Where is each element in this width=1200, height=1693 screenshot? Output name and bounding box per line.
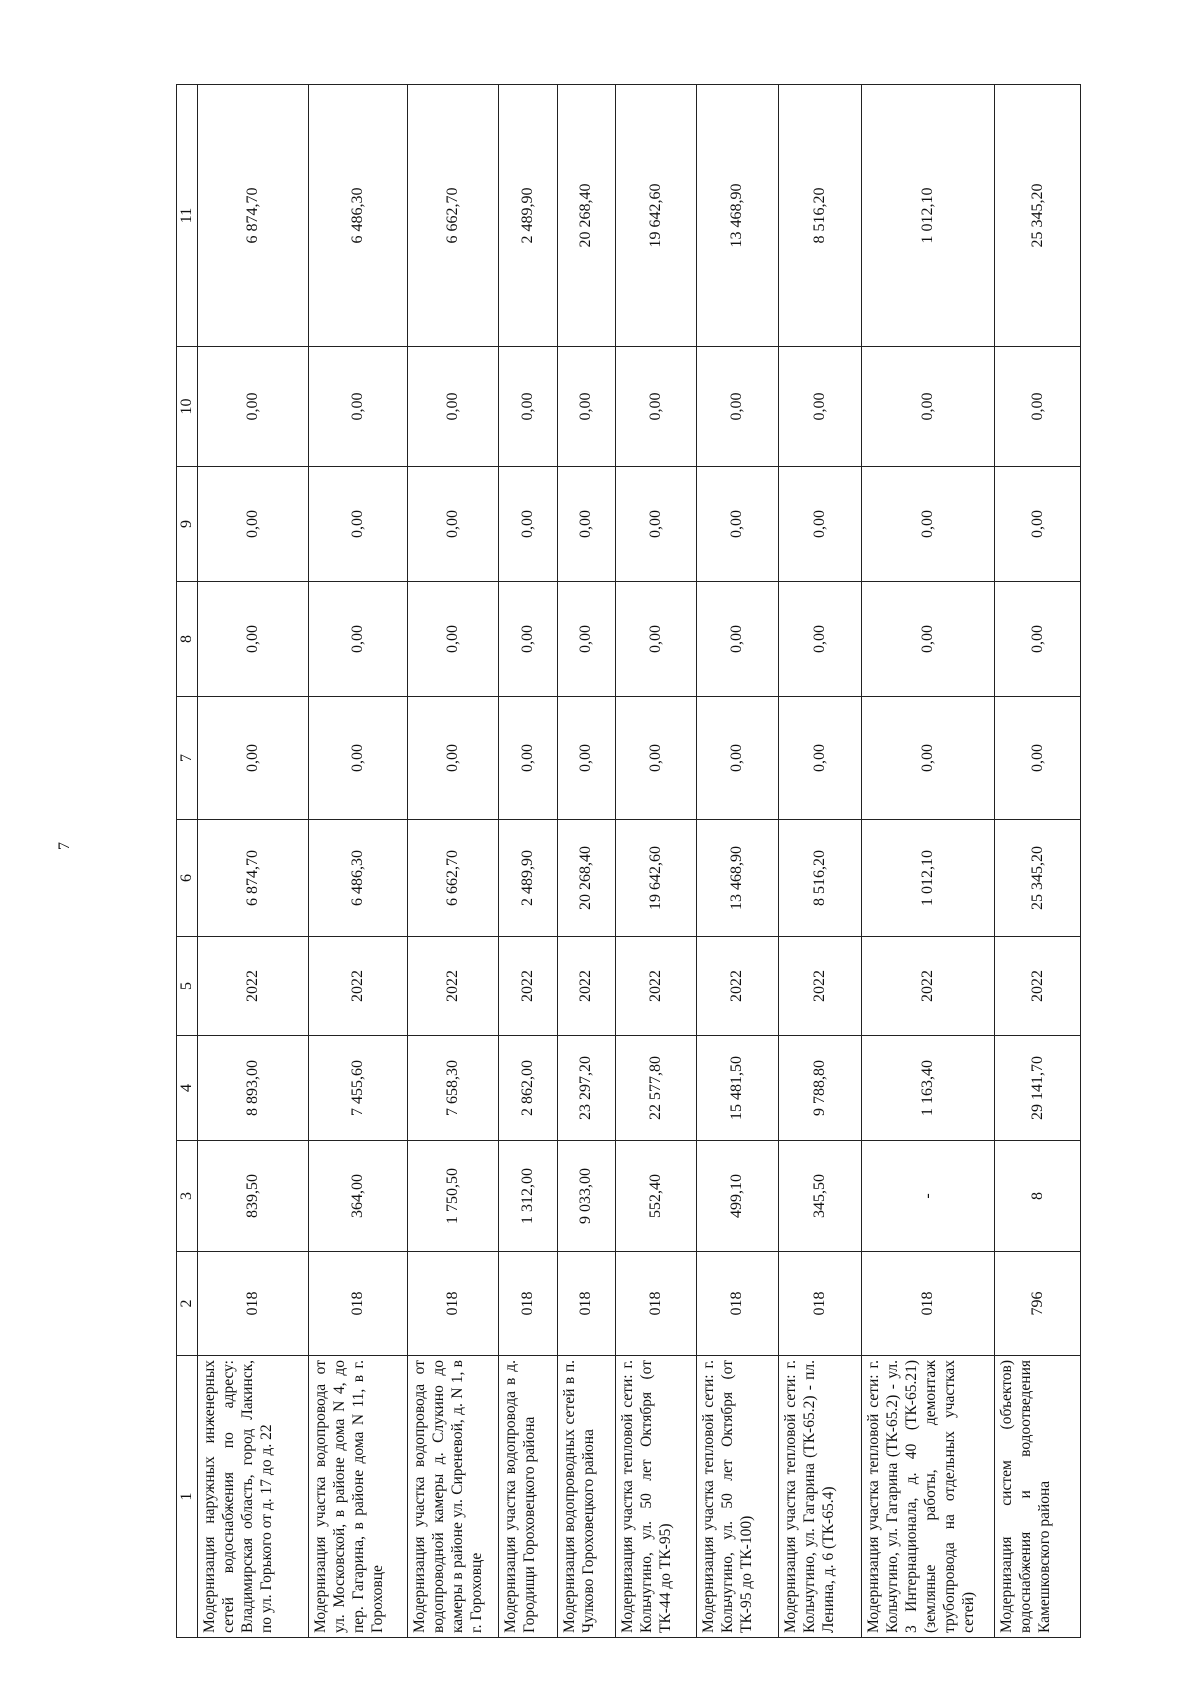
cell-col-2: 018 (616, 1252, 697, 1356)
column-header: 8 (177, 582, 198, 697)
cell-col-11: 6 874,70 (198, 85, 309, 347)
cell-col-4: 7 658,30 (407, 1036, 499, 1141)
cell-col-7: 0,00 (557, 697, 615, 820)
cell-col-9: 0,00 (616, 467, 697, 582)
cell-col-9: 0,00 (557, 467, 615, 582)
cell-col-8: 0,00 (198, 582, 309, 697)
row-description: Модернизация участка тепловой сети: г. Кольчугино, ул. Гагарина (ТК-65.2) - ул. 3 Интернационала, д. 40 (ТК-65.21) (земляные работы, демонтаж трубопровода на отдельных участках сетей) (862, 1356, 995, 1638)
cell-col-8: 0,00 (499, 582, 557, 697)
cell-col-10: 0,00 (308, 347, 407, 467)
row-description: Модернизация наружных инженерных сетей водоснабжения по адресу: Владимирская область, город Лакинск, по ул. Горького от д. 17 до д. 22 (198, 1356, 309, 1638)
cell-col-4: 23 297,20 (557, 1036, 615, 1141)
cell-col-7: 0,00 (407, 697, 499, 820)
column-header: 9 (177, 467, 198, 582)
cell-col-2: 018 (499, 1252, 557, 1356)
cell-col-4: 2 862,00 (499, 1036, 557, 1141)
cell-col-4: 22 577,80 (616, 1036, 697, 1141)
cell-col-3: 839,50 (198, 1141, 309, 1252)
table-row (407, 85, 499, 1638)
cell-col-6: 25 345,20 (995, 820, 1081, 937)
cell-col-11: 13 468,90 (697, 85, 778, 347)
cell-col-5: 2022 (995, 937, 1081, 1036)
cell-col-11: 20 268,40 (557, 85, 615, 347)
column-header: 7 (177, 697, 198, 820)
cell-col-7: 0,00 (499, 697, 557, 820)
cell-col-3: 8 (995, 1141, 1081, 1252)
column-header: 10 (177, 347, 198, 467)
cell-col-2: 018 (862, 1252, 995, 1356)
cell-col-9: 0,00 (198, 467, 309, 582)
cell-col-3: 364,00 (308, 1141, 407, 1252)
cell-col-6: 6 486,30 (308, 820, 407, 937)
table-body (198, 85, 1081, 1638)
cell-col-8: 0,00 (557, 582, 615, 697)
cell-col-4: 1 163,40 (862, 1036, 995, 1141)
row-description: Модернизация участка водопровода от водопроводной камеры д. Слукино до камеры в районе ул. Сиреневой, д. N 1, в г. Гороховце (407, 1356, 499, 1638)
cell-col-6: 2 489,90 (499, 820, 557, 937)
cell-col-2: 018 (557, 1252, 615, 1356)
cell-col-10: 0,00 (407, 347, 499, 467)
table-row (778, 85, 861, 1638)
cell-col-5: 2022 (499, 937, 557, 1036)
data-table (176, 84, 1081, 1638)
cell-col-11: 25 345,20 (995, 85, 1081, 347)
cell-col-10: 0,00 (198, 347, 309, 467)
header-row (177, 85, 198, 1638)
cell-col-8: 0,00 (995, 582, 1081, 697)
cell-col-6: 20 268,40 (557, 820, 615, 937)
cell-col-3: - (862, 1141, 995, 1252)
cell-col-3: 1 750,50 (407, 1141, 499, 1252)
cell-col-8: 0,00 (697, 582, 778, 697)
cell-col-3: 499,10 (697, 1141, 778, 1252)
cell-col-7: 0,00 (616, 697, 697, 820)
row-description: Модернизация участка тепловой сети: г. Кольчугино, ул. Гагарина (ТК-65.2) - пл. Ленина, д. 6 (ТК-65.4) (778, 1356, 861, 1638)
cell-col-7: 0,00 (778, 697, 861, 820)
cell-col-5: 2022 (778, 937, 861, 1036)
cell-col-4: 9 788,80 (778, 1036, 861, 1141)
cell-col-6: 8 516,20 (778, 820, 861, 937)
cell-col-11: 2 489,90 (499, 85, 557, 347)
cell-col-10: 0,00 (995, 347, 1081, 467)
cell-col-7: 0,00 (308, 697, 407, 820)
cell-col-7: 0,00 (862, 697, 995, 820)
cell-col-8: 0,00 (308, 582, 407, 697)
cell-col-10: 0,00 (778, 347, 861, 467)
cell-col-2: 018 (308, 1252, 407, 1356)
row-description: Модернизация участка водопровода в д. Городищи Гороховецкого района (499, 1356, 557, 1638)
cell-col-6: 13 468,90 (697, 820, 778, 937)
cell-col-7: 0,00 (697, 697, 778, 820)
cell-col-6: 6 662,70 (407, 820, 499, 937)
table-row (198, 85, 309, 1638)
cell-col-11: 1 012,10 (862, 85, 995, 347)
cell-col-2: 018 (198, 1252, 309, 1356)
cell-col-5: 2022 (616, 937, 697, 1036)
cell-col-4: 8 893,00 (198, 1036, 309, 1141)
cell-col-11: 6 486,30 (308, 85, 407, 347)
cell-col-5: 2022 (198, 937, 309, 1036)
cell-col-8: 0,00 (862, 582, 995, 697)
column-header: 11 (177, 85, 198, 347)
row-description: Модернизация водопроводных сетей в п. Чулково Гороховецкого района (557, 1356, 615, 1638)
cell-col-9: 0,00 (862, 467, 995, 582)
cell-col-9: 0,00 (407, 467, 499, 582)
cell-col-11: 6 662,70 (407, 85, 499, 347)
row-description: Модернизация систем (объектов) водоснабжения и водоотведения Камешковского района (995, 1356, 1081, 1638)
cell-col-5: 2022 (697, 937, 778, 1036)
table-row (697, 85, 778, 1638)
cell-col-10: 0,00 (499, 347, 557, 467)
column-header: 4 (177, 1036, 198, 1141)
cell-col-5: 2022 (308, 937, 407, 1036)
cell-col-10: 0,00 (616, 347, 697, 467)
column-header: 1 (177, 1356, 198, 1638)
cell-col-2: 018 (407, 1252, 499, 1356)
cell-col-2: 018 (778, 1252, 861, 1356)
cell-col-3: 1 312,00 (499, 1141, 557, 1252)
cell-col-2: 018 (697, 1252, 778, 1356)
cell-col-10: 0,00 (697, 347, 778, 467)
table-row (499, 85, 557, 1638)
cell-col-9: 0,00 (995, 467, 1081, 582)
cell-col-3: 9 033,00 (557, 1141, 615, 1252)
cell-col-6: 1 012,10 (862, 820, 995, 937)
cell-col-10: 0,00 (557, 347, 615, 467)
cell-col-11: 8 516,20 (778, 85, 861, 347)
table-row (995, 85, 1081, 1638)
row-description: Модернизация участка тепловой сети: г. Кольчугино, ул. 50 лет Октября (от ТК-44 до ТК-95) (616, 1356, 697, 1638)
table-row (308, 85, 407, 1638)
cell-col-5: 2022 (407, 937, 499, 1036)
cell-col-3: 552,40 (616, 1141, 697, 1252)
cell-col-3: 345,50 (778, 1141, 861, 1252)
table-row (557, 85, 615, 1638)
page-number: 7 (56, 842, 73, 850)
table-row (862, 85, 995, 1638)
cell-col-9: 0,00 (778, 467, 861, 582)
row-description: Модернизация участка тепловой сети: г. Кольчугино, ул. 50 лет Октября (от ТК-95 до ТК-100) (697, 1356, 778, 1638)
cell-col-6: 6 874,70 (198, 820, 309, 937)
table-container (176, 85, 1081, 1638)
cell-col-7: 0,00 (198, 697, 309, 820)
cell-col-10: 0,00 (862, 347, 995, 467)
table-row (616, 85, 697, 1638)
column-header: 5 (177, 937, 198, 1036)
cell-col-9: 0,00 (697, 467, 778, 582)
cell-col-9: 0,00 (308, 467, 407, 582)
row-description: Модернизация участка водопровода от ул. Московской, в районе дома N 4, до пер. Гагарина, в районе дома N 11, в г. Гороховце (308, 1356, 407, 1638)
cell-col-4: 15 481,50 (697, 1036, 778, 1141)
cell-col-5: 2022 (557, 937, 615, 1036)
cell-col-8: 0,00 (778, 582, 861, 697)
cell-col-2: 796 (995, 1252, 1081, 1356)
column-header: 3 (177, 1141, 198, 1252)
cell-col-7: 0,00 (995, 697, 1081, 820)
cell-col-4: 7 455,60 (308, 1036, 407, 1141)
column-header: 6 (177, 820, 198, 937)
cell-col-11: 19 642,60 (616, 85, 697, 347)
cell-col-5: 2022 (862, 937, 995, 1036)
cell-col-8: 0,00 (407, 582, 499, 697)
column-header: 2 (177, 1252, 198, 1356)
cell-col-8: 0,00 (616, 582, 697, 697)
cell-col-6: 19 642,60 (616, 820, 697, 937)
cell-col-9: 0,00 (499, 467, 557, 582)
cell-col-4: 29 141,70 (995, 1036, 1081, 1141)
